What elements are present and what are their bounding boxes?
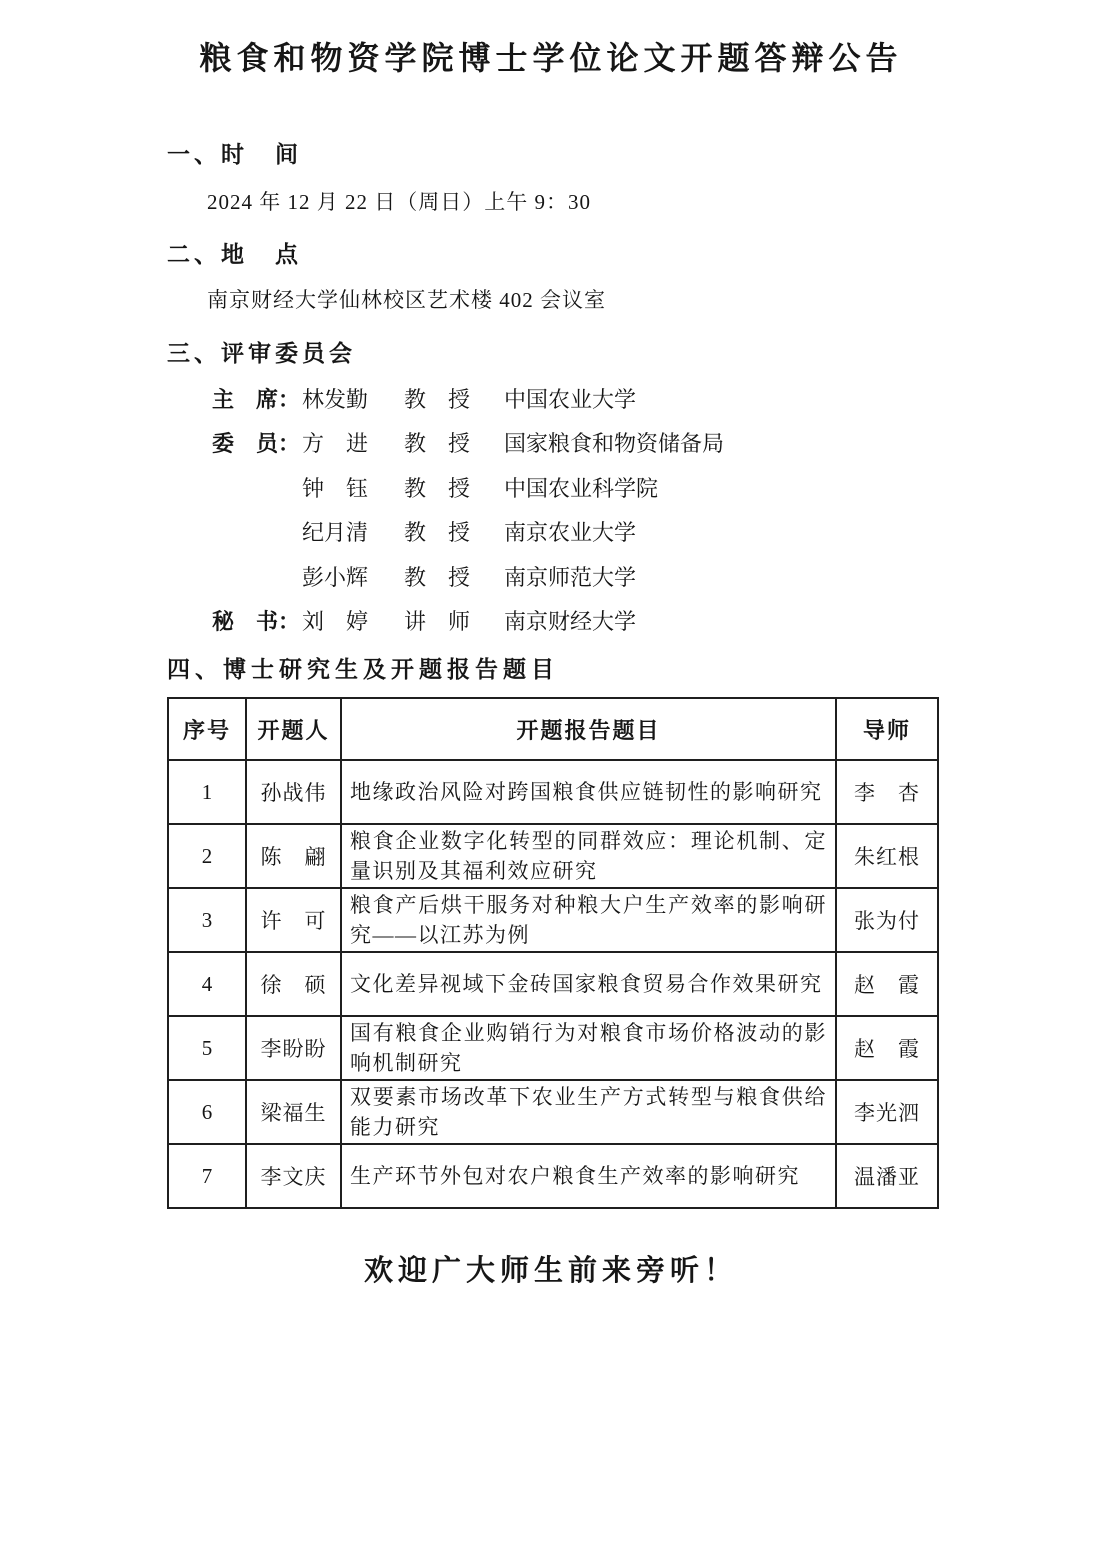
committee-member-row [212,554,724,599]
cell-student: 孙战伟 [246,760,341,824]
table-row [168,1016,938,1080]
committee-member-name: 刘 婷 [302,609,369,635]
section-time-heading: 一、时 间 [167,141,302,167]
cell-topic: 粮食产后烘干服务对种粮大户生产效率的影响研究——以江苏为例 [341,888,836,952]
committee-member-org: 南京财经大学 [504,609,637,635]
cell-advisor: 朱红根 [836,824,938,888]
cell-advisor: 赵 霞 [836,952,938,1016]
committee-member-title: 教 授 [404,431,471,457]
committee-member-org: 中国农业大学 [504,386,637,412]
committee-member-row [212,421,724,466]
cell-student: 陈 翩 [246,824,341,888]
table-row [168,888,938,952]
committee-member-org: 南京师范大学 [504,564,637,590]
place-value: 南京财经大学仙林校区艺术楼 402 会议室 [207,288,606,312]
cell-topic: 生产环节外包对农户粮食生产效率的影响研究 [341,1144,836,1208]
col-header-advisor: 导师 [836,698,938,760]
cell-topic: 国有粮食企业购销行为对粮食市场价格波动的影响机制研究 [341,1016,836,1080]
table-row [168,1144,938,1208]
committee-member-title: 教 授 [404,564,471,590]
col-header-topic: 开题报告题目 [341,698,836,760]
committee-member-row [212,510,724,555]
committee-member-name: 林发勤 [302,386,369,412]
cell-no: 3 [168,888,246,952]
cell-no: 5 [168,1016,246,1080]
cell-student: 李盼盼 [246,1016,341,1080]
committee-member-org: 南京农业大学 [504,520,637,546]
cell-no: 6 [168,1080,246,1144]
cell-no: 1 [168,760,246,824]
students-table-body [168,760,938,1208]
table-row [168,824,938,888]
cell-topic: 地缘政治风险对跨国粮食供应链韧性的影响研究 [341,760,836,824]
cell-advisor: 赵 霞 [836,1016,938,1080]
closing-invitation: 欢迎广大师生前来旁听！ [363,1255,738,1287]
committee-member-name: 彭小辉 [302,564,369,590]
time-value: 2024 年 12 月 22 日（周日）上午 9：30 [207,190,591,214]
committee-member-title: 教 授 [404,520,471,546]
col-header-no: 序号 [168,698,246,760]
cell-topic: 粮食企业数字化转型的同群效应：理论机制、定量识别及其福利效应研究 [341,824,836,888]
cell-no: 2 [168,824,246,888]
cell-topic: 文化差异视域下金砖国家粮食贸易合作效果研究 [341,952,836,1016]
table-row [168,952,938,1016]
section-committee-heading: 三、评审委员会 [167,340,356,366]
cell-student: 徐 硕 [246,952,341,1016]
committee-member-name: 方 进 [302,431,369,457]
table-row [168,760,938,824]
col-header-student: 开题人 [246,698,341,760]
cell-advisor: 李 杏 [836,760,938,824]
committee-role-label: 委 员： [212,431,301,457]
committee-role-label: 主 席： [212,386,301,412]
committee-member-row [212,599,724,644]
students-table [167,697,939,1209]
cell-no: 4 [168,952,246,1016]
cell-advisor: 张为付 [836,888,938,952]
cell-no: 7 [168,1144,246,1208]
committee-member-row [212,465,724,510]
committee-member-row [212,376,724,421]
committee-member-name: 纪月清 [302,520,369,546]
committee-member-title: 教 授 [404,475,471,501]
cell-student: 梁福生 [246,1080,341,1144]
cell-advisor: 李光泗 [836,1080,938,1144]
table-row [168,1080,938,1144]
committee-member-org: 国家粮食和物资储备局 [504,431,725,457]
committee-list [212,376,724,643]
committee-role-label: 秘 书： [212,609,301,635]
document-title: 粮食和物资学院博士学位论文开题答辩公告 [199,40,903,76]
cell-advisor: 温潘亚 [836,1144,938,1208]
committee-member-org: 中国农业科学院 [504,475,659,501]
committee-member-title: 讲 师 [404,609,471,635]
section-students-heading: 四、博士研究生及开题报告题目 [167,656,559,682]
cell-student: 许 可 [246,888,341,952]
cell-topic: 双要素市场改革下农业生产方式转型与粮食供给能力研究 [341,1080,836,1144]
committee-member-name: 钟 钰 [302,475,369,501]
table-header-row [168,698,938,760]
committee-member-title: 教 授 [404,386,471,412]
section-place-heading: 二、地 点 [167,241,302,267]
cell-student: 李文庆 [246,1144,341,1208]
